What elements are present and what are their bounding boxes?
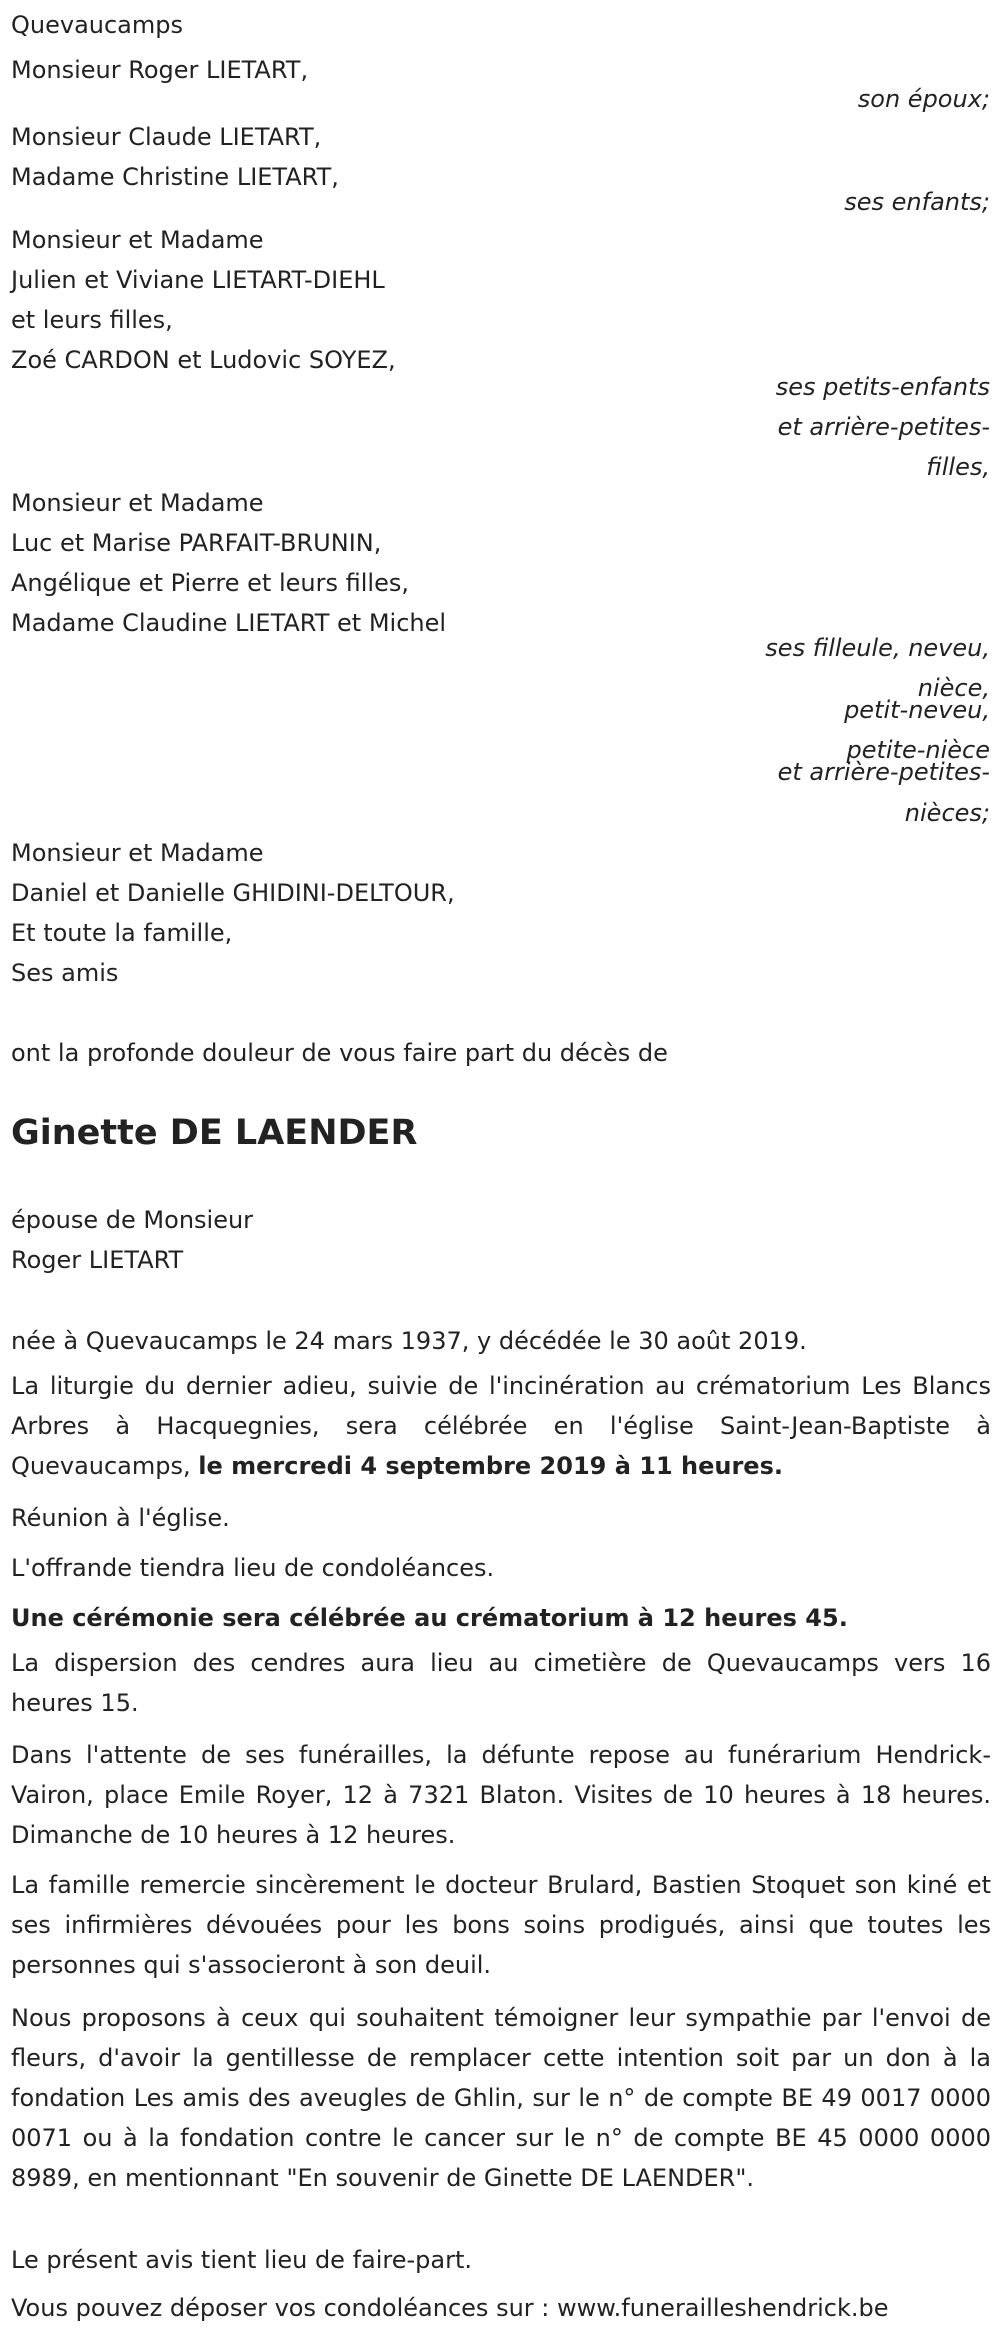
liturgy-date: le mercredi 4 septembre 2019 à 11 heures. bbox=[198, 1452, 783, 1480]
reunion-text: Réunion à l'église. bbox=[11, 1504, 230, 1532]
family-name-line: Monsieur et Madame bbox=[11, 839, 264, 867]
spouse-line: Roger LIETART bbox=[11, 1246, 184, 1274]
relation-label: ses filleule, neveu, bbox=[765, 634, 990, 662]
donation-paragraph: Nous proposons à ceux qui souhaitent témoigner leur sympathie par l'envoi de fleurs, d'avoir la gentillesse de remplacer cette intention soit par un don à la fondation Les amis des aveugles de Ghlin, sur le n° de compte BE 49 0017 0000 0071 ou à la fondation contre le cancer sur le n° de compte BE 45 0000 0000 8989, en mentionnant "En souvenir de Ginette DE LAENDER". bbox=[11, 2004, 991, 2192]
ceremony-text: Une cérémonie sera célébrée au crématorium à 12 heures 45. bbox=[11, 1604, 848, 1632]
family-name-line: Daniel et Danielle GHIDINI-DELTOUR, bbox=[11, 879, 455, 907]
birth-death-text: née à Quevaucamps le 24 mars 1937, y décédée le 30 août 2019. bbox=[11, 1327, 807, 1355]
relation-label: ses petits-enfants bbox=[775, 373, 990, 401]
family-name-line: Angélique et Pierre et leurs filles, bbox=[11, 569, 409, 597]
family-name-line: et leurs filles, bbox=[11, 306, 173, 334]
liturgy-text: La liturgie du dernier adieu, suivie de l'incinération au crématorium Les Blancs Arbres à Hacquegnies, sera célébrée en l'église Saint-Jean-Baptiste à Quevaucamps, bbox=[11, 1372, 991, 1480]
relation-label: son époux; bbox=[857, 85, 990, 113]
offering-text: L'offrande tiendra lieu de condoléances. bbox=[11, 1554, 495, 1582]
relation-label: et arrière-petites- bbox=[777, 758, 990, 786]
relation-label: petite-nièce bbox=[846, 736, 990, 764]
family-name-line: Et toute la famille, bbox=[11, 919, 233, 947]
header-location: Quevaucamps bbox=[11, 11, 184, 39]
family-name-line: Monsieur et Madame bbox=[11, 226, 264, 254]
family-name-line: Monsieur Claude LIETART, bbox=[11, 123, 322, 151]
family-name-line: Luc et Marise PARFAIT-BRUNIN, bbox=[11, 529, 382, 557]
family-name-line: Monsieur Roger LIETART, bbox=[11, 56, 309, 84]
relation-label: petit-neveu, bbox=[844, 696, 990, 724]
relation-label: filles, bbox=[926, 453, 990, 481]
relation-label: ses enfants; bbox=[844, 188, 990, 216]
announcement-text: ont la profonde douleur de vous faire part du décès de bbox=[11, 1039, 668, 1067]
relation-label: et arrière-petites- bbox=[777, 413, 990, 441]
condolences-text: Vous pouvez déposer vos condoléances sur : www.funerailleshendrick.be bbox=[11, 2294, 889, 2322]
relation-label: nièce, bbox=[917, 674, 990, 702]
spouse-line: épouse de Monsieur bbox=[11, 1206, 254, 1234]
thanks-paragraph: La famille remercie sincèrement le docteur Brulard, Bastien Stoquet son kiné et ses infirmières dévouées pour les bons soins prodigués, ainsi que toutes les personnes qui s'associeront à son deuil. bbox=[11, 1871, 991, 1979]
family-name-line: Julien et Viviane LIETART-DIEHL bbox=[11, 266, 385, 294]
liturgy-paragraph bbox=[11, 1366, 991, 1486]
funerarium-paragraph: Dans l'attente de ses funérailles, la défunte repose au funérarium Hendrick-Vairon, place Emile Royer, 12 à 7321 Blaton. Visites de 10 heures à 18 heures. Dimanche de 10 heures à 12 heures. bbox=[11, 1741, 991, 1849]
family-name-line: Zoé CARDON et Ludovic SOYEZ, bbox=[11, 346, 396, 374]
family-name-line: Madame Christine LIETART, bbox=[11, 163, 339, 191]
relation-label: nièces; bbox=[904, 799, 990, 827]
family-name-line: Monsieur et Madame bbox=[11, 489, 264, 517]
deceased-name: Ginette DE LAENDER bbox=[11, 1113, 418, 1153]
dispersion-paragraph: La dispersion des cendres aura lieu au cimetière de Quevaucamps vers 16 heures 15. bbox=[11, 1649, 991, 1717]
notice-text: Le présent avis tient lieu de faire-part. bbox=[11, 2246, 473, 2274]
family-name-line: Madame Claudine LIETART et Michel bbox=[11, 609, 447, 637]
family-name-line: Ses amis bbox=[11, 959, 119, 987]
